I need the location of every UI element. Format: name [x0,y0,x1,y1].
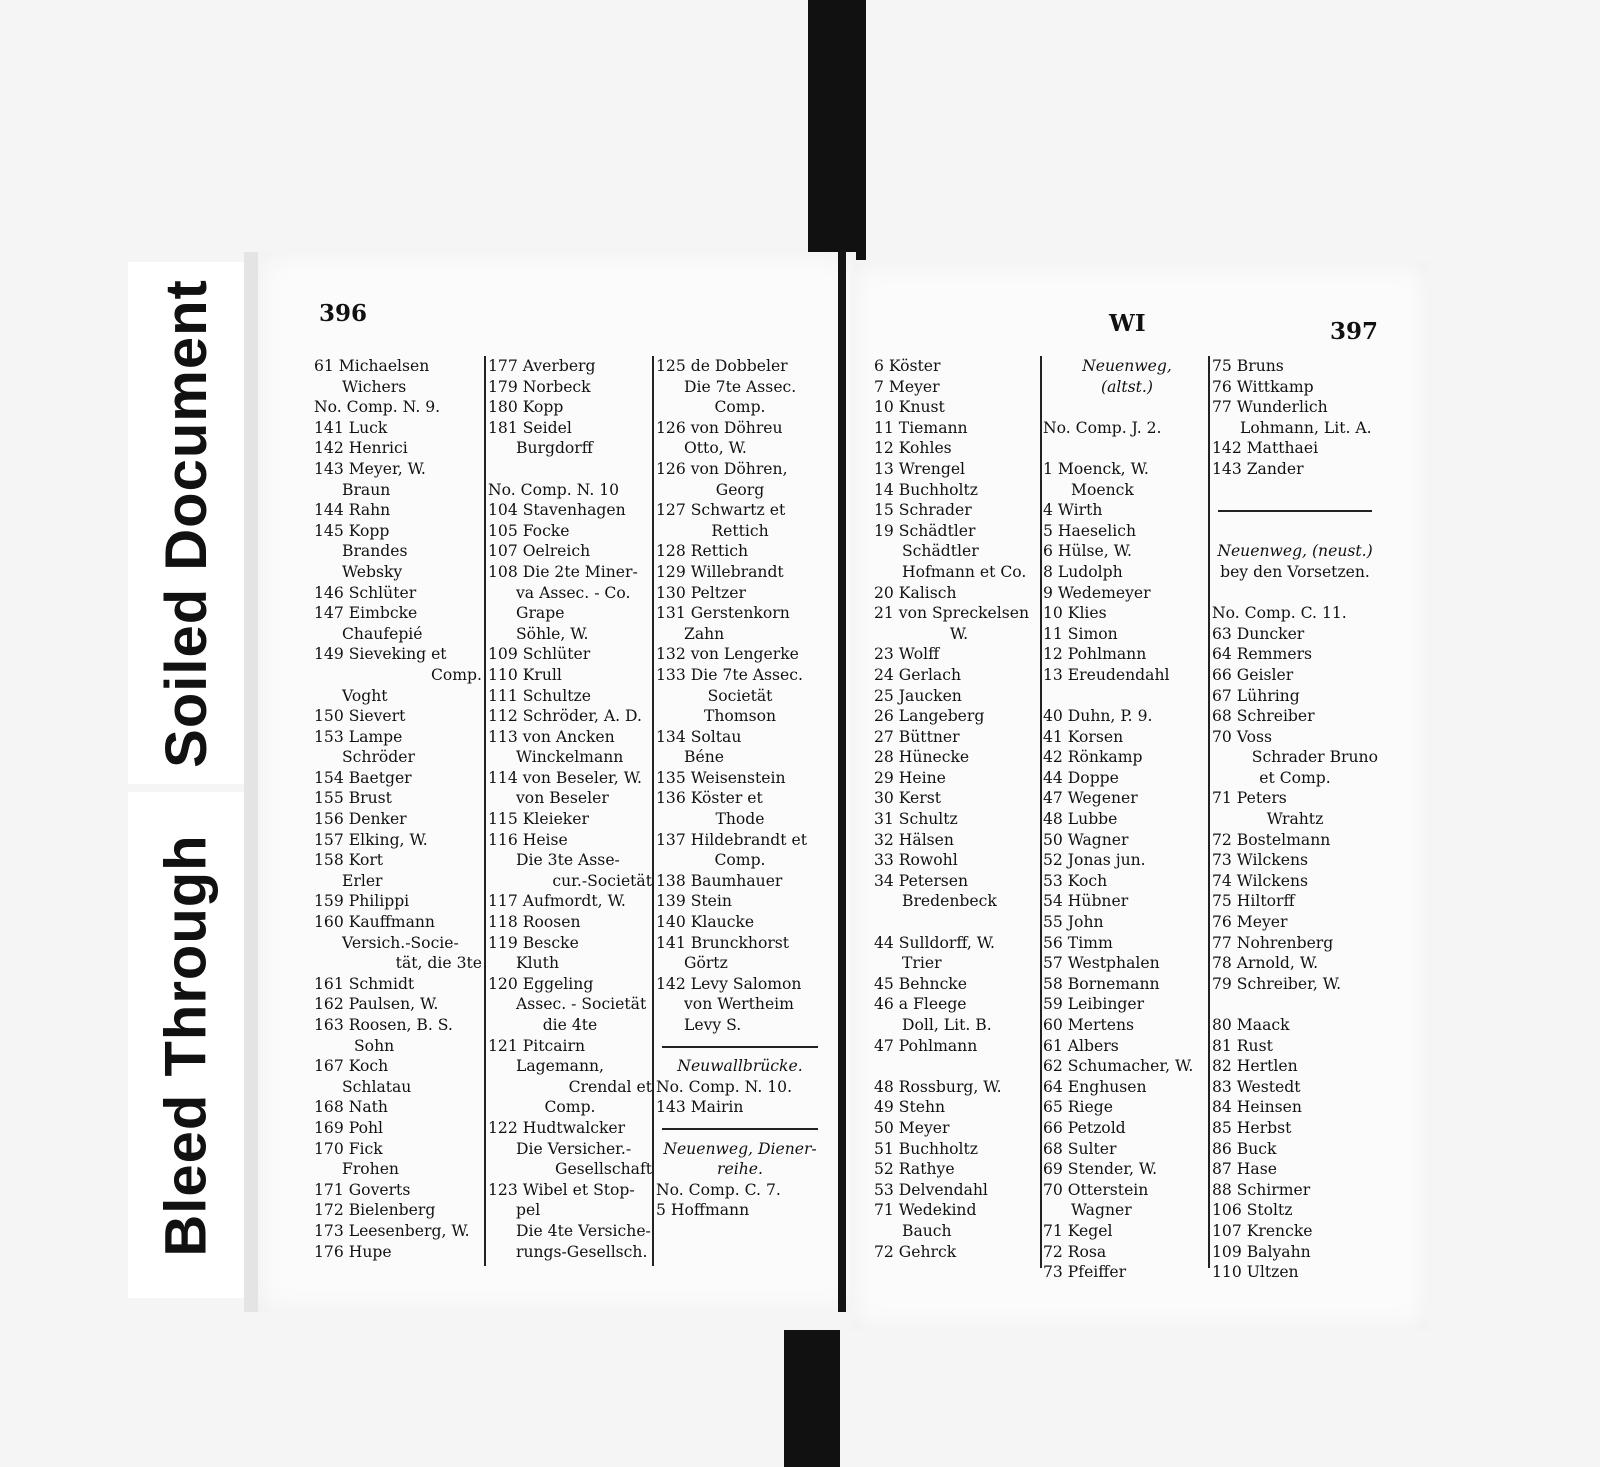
entry-row: Brandes [342,542,408,561]
entry-row: Trier [902,954,942,973]
entry-row: Otto, W. [684,439,747,458]
entry-row: 105 Focke [488,521,570,540]
entry-row: Hofmann et Co. [902,562,1027,581]
entry-row: 42 Rönkamp [1043,748,1143,767]
entry-row [1212,583,1378,604]
entry-row: 154 Baetger [314,768,412,787]
entry-row: 161 Schmidt [314,974,415,993]
entry-row: 63 Duncker [1212,624,1305,643]
entry-row: Thode [715,810,765,829]
entry-row: 11 Simon [1043,624,1118,643]
entry-row: 179 Norbeck [488,377,591,396]
entry-row: 5 Hoffmann [656,1201,750,1220]
entry-row: 163 Roosen, B. S. [314,1016,453,1034]
entry-row: 147 Eimbcke [314,604,418,623]
section-rule [656,1118,824,1139]
entry-row: 73 Pfeiffer [1043,1263,1127,1282]
entry-row: 84 Heinsen [1212,1098,1302,1117]
entry-row: 27 Büttner [874,727,960,746]
entry-row: 44 Sulldorff, W. [874,933,996,952]
entry-row: 15 Schrader [874,501,972,520]
entry-row: bey den Vorsetzen. [1220,562,1370,581]
entry-row: Schädtler [902,542,979,561]
entry-row: 107 Oelreich [488,542,591,561]
stamp-word-document: Document [153,278,219,571]
entry-row: 30 Kerst [874,789,941,808]
entry-row: 126 von Döhreu [656,418,783,437]
entry-row: Societät [707,686,773,705]
entry-row: Thomson [703,707,777,726]
entry-row: Assec. - Societät [516,995,647,1014]
entry-row: 128 Rettich [656,542,748,561]
entry-row: 70 Voss [1212,727,1273,746]
book-gutter [838,250,846,1312]
entry-row: Schlatau [342,1077,412,1096]
entry-row: 156 Denker [314,810,407,829]
entry-row: 48 Lubbe [1043,810,1118,829]
entry-row: 168 Nath [314,1098,388,1117]
entry-row: Kluth [516,954,559,973]
entry-row: 133 Die 7te Assec. [656,665,803,684]
entry-row: 21 von Spreckelsen [874,604,1030,623]
entry-row: 52 Jonas jun. [1043,851,1146,870]
entry-row: 123 Wibel et Stop- [488,1180,635,1199]
entry-row: No. Comp. N. 10 [488,480,620,499]
entry-row: Görtz [684,954,728,973]
entry-row: 65 Riege [1043,1098,1113,1117]
entry-row: 106 Stoltz [1212,1201,1293,1220]
entry-row: 172 Bielenberg [314,1201,436,1220]
entry-row: 104 Stavenhagen [488,501,626,520]
column-divider [1040,356,1042,1268]
entry-row: 112 Schröder, A. D. [488,707,642,726]
entry-row: Erler [342,871,383,890]
entry-row: 13 Wrengel [874,459,966,478]
running-head: WI [1109,310,1146,337]
entry-row: 109 Schlüter [488,645,591,664]
entry-row: 125 de Dobbeler [656,357,788,375]
entry-row: die 4te [542,1016,598,1034]
entry-row: 8 Ludolph [1043,562,1123,581]
entry-row: 117 Aufmordt, W. [488,892,626,911]
entry-row: 11 Tiemann [874,418,968,437]
entry-row: 116 Heise [488,830,568,849]
entry-row: 142 Henrici [314,439,408,458]
entry-row: 10 Knust [874,398,945,417]
entry-row: 71 Wedekind [874,1201,977,1220]
entry-row: 64 Enghusen [1043,1077,1147,1096]
entry-row: Bredenbeck [902,892,997,911]
entry-row: 13 Ereudendahl [1043,665,1170,684]
entry-row: 72 Rosa [1043,1242,1107,1261]
entry-row: 14 Buchholtz [874,480,978,499]
entry-row: 61 Michaelsen [314,357,430,375]
entry-row: 107 Krencke [1212,1221,1313,1240]
entry-row: 71 Peters [1212,789,1287,808]
entry-row: 171 Goverts [314,1180,411,1199]
entry-row: 138 Baumhauer [656,871,783,890]
column-5 [1043,356,1211,1283]
entry-row: 24 Gerlach [874,665,961,684]
entry-row: 143 Mairin [656,1098,744,1117]
entry-row [1043,438,1211,459]
entry-row: 76 Wittkamp [1212,377,1314,396]
entry-row: 144 Rahn [314,501,391,520]
entry-row: 137 Hildebrandt et [656,830,807,849]
entry-row: 181 Seidel [488,418,572,437]
entry-row: 68 Sulter [1043,1139,1117,1158]
entry-row: 33 Rowohl [874,851,958,870]
entry-row: Crendal et [568,1077,652,1096]
entry-row: von Beseler [516,789,609,808]
entry-row: Comp. [544,1098,596,1117]
entry-row: 53 Delvendahl [874,1180,988,1199]
entry-row: Doll, Lit. B. [902,1016,992,1034]
entry-row: 34 Petersen [874,871,969,890]
entry-row: 31 Schultz [874,810,958,829]
entry-row: Sohn [354,1036,395,1055]
entry-row: 114 von Beseler, W. [488,768,642,787]
entry-row: Die Versicher.- [516,1139,632,1158]
entry-row: 158 Kort [314,851,384,870]
entry-row: 41 Korsen [1043,727,1124,746]
entry-row: 4 Wirth [1043,501,1103,520]
entry-row: 7 Meyer [874,377,940,396]
entry-row: 176 Hupe [314,1242,392,1261]
entry-row: Wichers [342,377,407,396]
entry-row: 139 Stein [656,892,732,911]
entry-row: 72 Bostelmann [1212,830,1331,849]
column-3 [656,356,824,1221]
entry-row: 49 Stehn [874,1098,946,1117]
entry-row: 132 von Lengerke [656,645,799,664]
section-heading: Neuenweg, Diener- [663,1139,817,1158]
section-heading: Neuenweg, (neust.) [1217,542,1373,561]
entry-row: 44 Doppe [1043,768,1119,787]
section-heading: Neuenweg, [1082,357,1172,375]
entry-row: 29 Heine [874,768,946,787]
entry-row: 70 Otterstein [1043,1180,1149,1199]
entry-row: 115 Kleieker [488,810,589,829]
entry-row: 136 Köster et [656,789,763,808]
entry-row: 75 Hiltorff [1212,892,1295,911]
entry-row: 51 Buchholtz [874,1139,978,1158]
entry-row: 129 Willebrandt [656,562,784,581]
bleed-through-stamp [128,792,244,1298]
entry-row: 67 Lühring [1212,686,1300,705]
entry-row: 66 Petzold [1043,1118,1126,1137]
entry-row: 127 Schwartz et [656,501,786,520]
entry-row: 32 Hälsen [874,830,954,849]
entry-row: et Comp. [1259,768,1331,787]
entry-row: 87 Hase [1212,1160,1277,1179]
entry-row: 59 Leibinger [1043,995,1145,1014]
entry-row: 143 Meyer, W. [314,459,426,478]
entry-row: 73 Wilckens [1212,851,1308,870]
entry-row [1043,397,1211,418]
entry-row: Zahn [684,624,725,643]
entry-row: 149 Sieveking et [314,645,447,664]
entry-row: tät, die 3te [395,954,482,973]
entry-row: 109 Balyahn [1212,1242,1311,1261]
entry-row: 47 Wegener [1043,789,1138,808]
right-page-number: 397 [1330,318,1379,345]
entry-row: 159 Philippi [314,892,410,911]
entry-row: 155 Brust [314,789,392,808]
entry-row: 126 von Döhren, [656,459,788,478]
entry-row: 50 Wagner [1043,830,1129,849]
entry-row: Béne [684,748,724,767]
entry-row: Bauch [902,1221,952,1240]
entry-row: 146 Schlüter [314,583,417,602]
entry-row: 77 Wunderlich [1212,398,1328,417]
entry-row: 142 Matthaei [1212,439,1319,458]
entry-row: 56 Timm [1043,933,1113,952]
entry-row: Websky [342,562,403,581]
column-divider [484,356,486,1266]
entry-row: Schrader Bruno [1251,748,1378,767]
entry-row: 85 Herbst [1212,1118,1292,1137]
column-divider [652,356,654,1266]
entry-row [1212,521,1378,542]
entry-row: 52 Rathye [874,1160,955,1179]
entry-row: 45 Behncke [874,974,967,993]
section-heading: (altst.) [1101,377,1153,396]
column-divider [1208,356,1210,1268]
entry-row: 180 Kopp [488,398,564,417]
entry-row: Comp. [430,665,482,684]
entry-row: 53 Koch [1043,871,1108,890]
entry-row: 12 Pohlmann [1043,645,1147,664]
entry-row: 1 Moenck, W. [1043,459,1149,478]
entry-row: Moenck [1071,480,1134,499]
entry-row: 26 Langeberg [874,707,985,726]
entry-row: Frohen [342,1160,399,1179]
entry-row: 162 Paulsen, W. [314,995,439,1014]
entry-row: 46 a Fleege [874,995,967,1014]
stamp-word-bleed: Bleed [153,1093,219,1257]
entry-row: 55 John [1043,913,1104,932]
entry-row [1212,480,1378,501]
column-4 [874,356,1044,1262]
entry-row: 57 Westphalen [1043,954,1160,973]
entry-row: 135 Weisenstein [656,768,786,787]
entry-row: 134 Soltau [656,727,742,746]
entry-row: No. Comp. N. 10. [656,1077,793,1096]
entry-row: No. Comp. C. 7. [656,1180,781,1199]
entry-row: 108 Die 2te Miner- [488,562,638,581]
entry-row: rungs-Gesellsch. [516,1242,648,1261]
entry-row: 111 Schultze [488,686,591,705]
entry-row: Burgdorff [516,439,593,458]
entry-row: 110 Ultzen [1212,1263,1299,1282]
entry-row: 62 Schumacher, W. [1043,1057,1194,1076]
entry-row: Die 4te Versiche- [516,1221,651,1240]
entry-row: 64 Remmers [1212,645,1313,664]
entry-row: 40 Duhn, P. 9. [1043,707,1153,726]
entry-row [874,912,1044,933]
entry-row: 122 Hudtwalcker [488,1118,626,1137]
entry-row: 80 Maack [1212,1016,1290,1034]
entry-row: 83 Westedt [1212,1077,1301,1096]
entry-row: 110 Krull [488,665,562,684]
section-heading: reihe. [717,1160,763,1179]
entry-row: Versich.-Socie- [342,933,459,952]
entry-row: Comp. [714,851,766,870]
section-rule [656,1036,824,1057]
entry-row: 113 von Ancken [488,727,615,746]
entry-row: Rettich [711,521,769,540]
entry-row: 118 Roosen [488,913,581,932]
entry-row: Braun [342,480,391,499]
entry-row: Chaufepié [342,624,423,643]
entry-row: W. [949,624,969,643]
entry-row: 20 Kalisch [874,583,957,602]
entry-row: 19 Schädtler [874,521,976,540]
entry-row: 86 Buck [1212,1139,1277,1158]
entry-row: 140 Klaucke [656,913,755,932]
entry-row: 173 Leesenberg, W. [314,1221,470,1240]
entry-row: Voght [342,686,388,705]
entry-row: 120 Eggeling [488,974,594,993]
entry-row: 170 Fick [314,1139,383,1158]
entry-row: 153 Lampe [314,727,403,746]
entry-row: 58 Bornemann [1043,974,1160,993]
entry-row: 71 Kegel [1043,1221,1113,1240]
entry-row: 131 Gerstenkorn [656,604,790,623]
entry-row: 54 Hübner [1043,892,1129,911]
entry-row [874,1056,1044,1077]
entry-row: No. Comp. N. 9. [314,398,441,417]
entry-row: 78 Arnold, W. [1212,954,1319,973]
entry-row: Söhle, W. [516,624,589,643]
entry-row: Comp. [714,398,766,417]
entry-row: Schröder [342,748,415,767]
entry-row: 121 Pitcairn [488,1036,585,1055]
entry-row: 160 Kauffmann [314,913,435,932]
entry-row: 74 Wilckens [1212,871,1308,890]
entry-row: 77 Nohrenberg [1212,933,1334,952]
entry-row: 167 Koch [314,1057,389,1076]
section-heading: Neuwallbrücke. [677,1057,803,1076]
entry-row: No. Comp. C. 11. [1212,604,1347,623]
entry-row: Levy S. [684,1016,742,1034]
entry-row: 169 Pohl [314,1118,383,1137]
entry-row: Wrahtz [1266,810,1324,829]
entry-row: 150 Sievert [314,707,406,726]
entry-row: Winckelmann [516,748,624,767]
entry-row: 81 Rust [1212,1036,1273,1055]
entry-row: 66 Geisler [1212,665,1294,684]
entry-row: Lagemann, [516,1057,604,1076]
entry-row: Georg [715,480,765,499]
entry-row [488,459,652,480]
entry-row: Lohmann, Lit. A. [1240,418,1372,437]
entry-row: Gesellschaft [554,1160,652,1179]
entry-row: pel [516,1201,541,1220]
entry-row: cur.-Societät [552,871,652,890]
entry-row: von Wertheim [684,995,794,1014]
entry-row: 61 Albers [1043,1036,1119,1055]
entry-row: No. Comp. J. 2. [1043,418,1162,437]
entry-row: 72 Gehrck [874,1242,957,1261]
entry-row: Grape [516,604,565,623]
entry-row: 177 Averberg [488,357,596,375]
entry-row: 60 Mertens [1043,1016,1134,1034]
stamp-word-soiled: Soiled [153,587,219,768]
entry-row: 12 Kohles [874,439,952,458]
entry-row: 47 Pohlmann [874,1036,978,1055]
entry-row: 141 Luck [314,418,388,437]
entry-row: 142 Levy Salomon [656,974,802,993]
binding-tape-bottom [784,1330,840,1467]
entry-row [1212,994,1378,1015]
entry-row: 157 Elking, W. [314,830,428,849]
entry-row: 79 Schreiber, W. [1212,974,1342,993]
entry-row: 10 Klies [1043,604,1107,623]
entry-row: 28 Hünecke [874,748,970,767]
entry-row: 48 Rossburg, W. [874,1077,1002,1096]
binding-tape-top [808,0,866,260]
entry-row: 50 Meyer [874,1118,950,1137]
entry-row [1043,686,1211,707]
section-rule [1212,500,1378,521]
entry-row: 82 Hertlen [1212,1057,1298,1076]
entry-row: 119 Bescke [488,933,579,952]
entry-row: 141 Brunckhorst [656,933,790,952]
entry-row: 5 Haeselich [1043,521,1136,540]
column-1 [314,356,482,1262]
entry-row: 130 Peltzer [656,583,746,602]
entry-row: 9 Wedemeyer [1043,583,1151,602]
entry-row: 145 Kopp [314,521,390,540]
entry-row: 68 Schreiber [1212,707,1315,726]
column-2 [488,356,652,1262]
entry-row: 25 Jaucken [874,686,962,705]
soiled-document-stamp [128,262,244,784]
entry-row: 6 Köster [874,357,941,375]
entry-row: 23 Wolff [874,645,940,664]
entry-row: 75 Bruns [1212,357,1284,375]
entry-row: va Assec. - Co. [516,583,631,602]
entry-row: 76 Meyer [1212,913,1288,932]
left-page-number: 396 [319,300,368,327]
entry-row: 69 Stender, W. [1043,1160,1158,1179]
entry-row: 6 Hülse, W. [1043,542,1132,561]
entry-row: Wagner [1071,1201,1132,1220]
column-6 [1212,356,1378,1283]
entry-row: Die 7te Assec. [684,377,797,396]
entry-row: 143 Zander [1212,459,1304,478]
stamp-word-through: Through [153,833,219,1077]
entry-row: Die 3te Asse- [516,851,620,870]
entry-row: 88 Schirmer [1212,1180,1311,1199]
